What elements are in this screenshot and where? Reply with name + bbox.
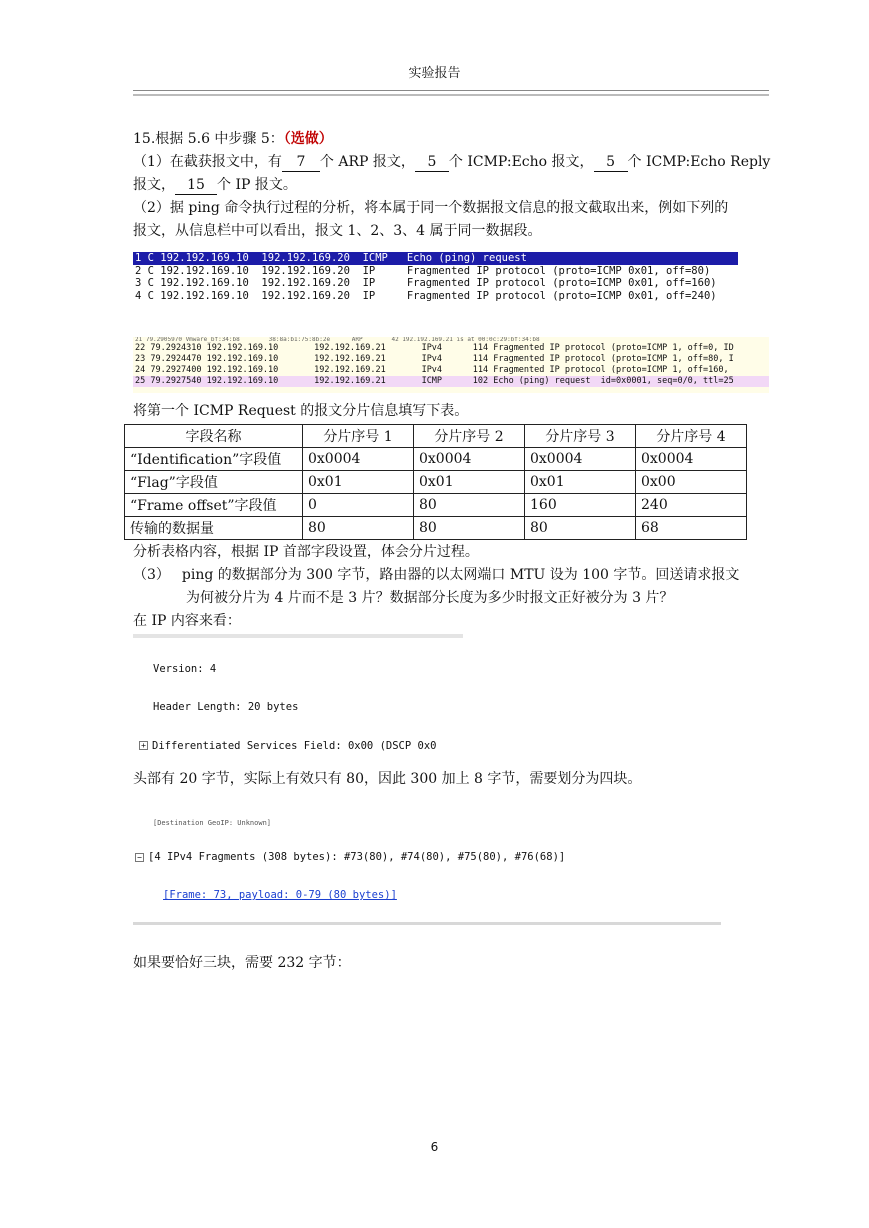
table-cell: 80 — [525, 517, 636, 540]
question-15-part1-line2 — [133, 174, 773, 197]
three-fragments-note: 如果要恰好三块，需要 232 字节： — [133, 955, 351, 971]
header-note: 头部有 20 字节，实际上有效只有 80，因此 300 加上 8 字节，需要划分为四块。 — [133, 771, 642, 787]
table-header-row — [125, 425, 747, 448]
table-cell: 160 — [525, 494, 636, 517]
table-cell: 0x0004 — [636, 448, 747, 471]
packet-list-screenshot-2 — [133, 337, 769, 393]
table-header-cell: 分片序号 3 — [525, 425, 636, 448]
question-15-part2-line1: （2）据 ping 命令执行过程的分析，将本属于同一个数据报文信息的报文截取出来，例如下列的 — [133, 200, 729, 216]
question-3-line2: 为何被分片为 4 片而不是 3 片？数据部分长度为多少时报文正好被分为 3 片？ — [186, 590, 674, 606]
question-15-title — [133, 128, 773, 151]
table-cell: 传输的数据量 — [125, 517, 303, 540]
collapse-icon[interactable]: − — [135, 853, 144, 862]
table-cell: 0x01 — [525, 471, 636, 494]
table-cell: “Identification”字段值 — [125, 448, 303, 471]
detail-row-cut: [Destination GeoIP: Unknown] — [153, 819, 272, 827]
table-cell: “Flag”字段值 — [125, 471, 303, 494]
analysis-text: 分析表格内容，根据 IP 首部字段设置，体会分片过程。 — [133, 544, 479, 560]
table-row — [125, 517, 747, 540]
table-intro: 将第一个 ICMP Request 的报文分片信息填写下表。 — [133, 403, 469, 419]
ip-count-answer: 15 — [175, 176, 217, 195]
table-row — [125, 448, 747, 471]
detail-row — [133, 739, 463, 752]
table-cell: 68 — [636, 517, 747, 540]
question-15-label: 15.根据 5.6 中步骤 5： — [133, 131, 284, 147]
echo-count-answer: 5 — [415, 153, 449, 172]
table-header-cell: 分片序号 4 — [636, 425, 747, 448]
frame-link[interactable]: [Frame: 73, payload: 0-79 (80 bytes)] — [163, 889, 397, 902]
page-header-title: 实验报告 — [408, 66, 461, 81]
detail-row — [133, 850, 721, 864]
packet-row: 3 C 192.192.169.10 192.192.169.20 IP Fragmented IP protocol (proto=ICMP 0x01, off=160) — [135, 277, 717, 289]
table-cell: 0x01 — [414, 471, 525, 494]
table-cell: 0x0004 — [525, 448, 636, 471]
question-15-part1 — [133, 151, 773, 174]
header-rule — [133, 90, 769, 96]
packet-row-cut: 21 79.2905970 Vmware_bf:34:b8 38:8a:b1:75:8b:2e ARP 42 192.192.169.21 is at 00:0c:29:bf:34:b8 — [135, 337, 540, 343]
table-cell: 80 — [414, 494, 525, 517]
table-header-cell: 分片序号 1 — [303, 425, 414, 448]
table-row — [125, 471, 747, 494]
table-cell: 0x00 — [636, 471, 747, 494]
packet-row: 1 C 192.192.169.10 192.192.169.20 ICMP Echo (ping) request — [133, 252, 738, 265]
packet-list-screenshot-1 — [133, 252, 738, 302]
table-cell: 0 — [303, 494, 414, 517]
arp-count-answer: 7 — [282, 153, 320, 172]
text-segment: 个 IP 报文。 — [217, 177, 297, 193]
text-segment: 个 ICMP:Echo 报文， — [448, 154, 594, 170]
detail-row — [133, 700, 463, 714]
fragment-reassembly-screenshot — [133, 796, 721, 925]
page-number: 6 — [430, 1140, 439, 1154]
table-header-cell: 字段名称 — [125, 425, 303, 448]
table-cell: 240 — [636, 494, 747, 517]
packet-row-icmp: 25 79.2927540 192.192.169.10 192.192.169.21 ICMP 102 Echo (ping) request id=0x0001, seq=0/0, ttl=25 — [133, 376, 769, 387]
detail-row — [133, 662, 463, 676]
table-cell: 0x0004 — [303, 448, 414, 471]
ip-view-label: 在 IP 内容来看： — [133, 613, 241, 629]
text-segment: （1）在截获报文中，有 — [133, 154, 282, 170]
ip-header-detail-screenshot — [133, 634, 463, 752]
packet-row: 2 C 192.192.169.10 192.192.169.20 IP Fragmented IP protocol (proto=ICMP 0x01, off=80) — [135, 264, 711, 277]
packet-row: 4 C 192.192.169.10 192.192.169.20 IP Fragmented IP protocol (proto=ICMP 0x01, off=240) — [135, 289, 717, 302]
detail-row — [133, 888, 721, 902]
packet-row: 22 79.2924310 192.192.169.10 192.192.169.21 IPv4 114 Fragmented IP protocol (proto=ICMP 1, off=0, ID — [135, 343, 734, 353]
table-header-cell: 分片序号 2 — [414, 425, 525, 448]
question-3-number: （3） — [133, 567, 170, 583]
text-segment: 报文， — [133, 177, 175, 193]
question-15-part2-line2: 报文，从信息栏中可以看出，报文 1、2、3、4 属于同一数据段。 — [133, 223, 542, 239]
expand-icon[interactable]: + — [139, 741, 148, 750]
text-segment: 个 ARP 报文， — [319, 154, 415, 170]
fragment-table — [124, 424, 747, 540]
table-cell: 80 — [303, 517, 414, 540]
table-cell: 80 — [414, 517, 525, 540]
detail-text: Differentiated Services Field: 0x00 (DSCP 0x0 — [152, 739, 437, 752]
detail-text: Version: 4 — [153, 663, 217, 675]
packet-row: 23 79.2924470 192.192.169.10 192.192.169.21 IPv4 114 Fragmented IP protocol (proto=ICMP 1, off=80, I — [135, 354, 734, 364]
optional-tag: （选做） — [283, 131, 333, 147]
detail-text: Header Length: 20 bytes — [153, 701, 299, 714]
table-cell: 0x01 — [303, 471, 414, 494]
text-segment: 个 ICMP:Echo Reply — [627, 154, 771, 170]
table-row — [125, 494, 747, 517]
detail-text: [4 IPv4 Fragments (308 bytes): #73(80), #74(80), #75(80), #76(68)] — [148, 851, 566, 863]
packet-row: 24 79.2927400 192.192.169.10 192.192.169.21 IPv4 114 Fragmented IP protocol (proto=ICMP 1, off=160, — [135, 365, 729, 375]
text-segment: ping 的数据部分为 300 字节，路由器的以太网端口 MTU 设为 100 字节。回送请求报文 — [181, 567, 740, 583]
table-cell: 0x0004 — [414, 448, 525, 471]
question-3-line1 — [133, 564, 773, 587]
reply-count-answer: 5 — [594, 153, 628, 172]
table-cell: “Frame offset”字段值 — [125, 494, 303, 517]
